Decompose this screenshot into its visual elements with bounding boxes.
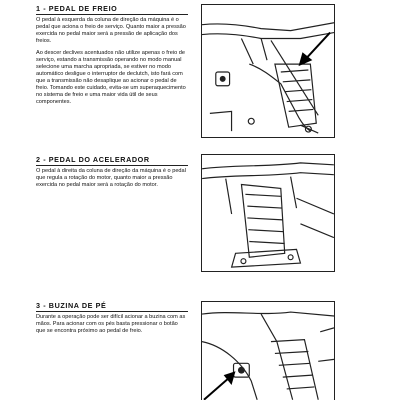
arrow-icon [204,371,236,400]
section-body [36,168,188,194]
section-heading: 3 - BUZINA DE PÉ [36,301,107,310]
figure-brake-pedal [201,4,335,138]
paragraph: O pedal à esquerda da coluna de direção da máquina é o pedal que aciona o freio de serviço. Quanto maior a pressão exercida no pedal maior será a pressão de aplicação dos freios. [36,17,186,44]
paragraph: Durante a operação pode ser difícil acionar a buzina com as mãos. Para acionar com os pés basta pressionar o botão que se encontra próximo ao pedal de freio. [36,314,186,334]
accelerator-pedal-illustration [202,155,334,271]
paragraph: Ao descer declives acentuados não utilize apenas o freio de serviço, estando a transmissão operando no modo manual selecione uma marcha apropriada, se estiver no modo automático desligue o interruptor de declutch, isto fará com que a transmissão não desaplique ao acionar o pedal de freio. Tomando este cuidado, evita-se um superaquecimento no sistema de freio e uma maior vida útil de seus componentes. [36,50,186,105]
pedal-illustration [202,5,334,137]
section-body [36,17,188,111]
figure-accelerator-pedal [201,154,335,272]
horn-button-illustration [202,302,334,400]
heading-underline [36,311,188,312]
paragraph: O pedal à direita da coluna de direção da máquina é o pedal que regula a rotação do motor, quanto maior a pressão exercida no pedal maior será a rotação do motor. [36,168,186,188]
figure-foot-horn [201,301,335,400]
heading-underline [36,14,188,15]
heading-underline [36,165,188,166]
section-heading: 2 - PEDAL DO ACELERADOR [36,155,150,164]
section-body [36,314,188,340]
section-heading: 1 - PEDAL DE FREIO [36,4,118,13]
